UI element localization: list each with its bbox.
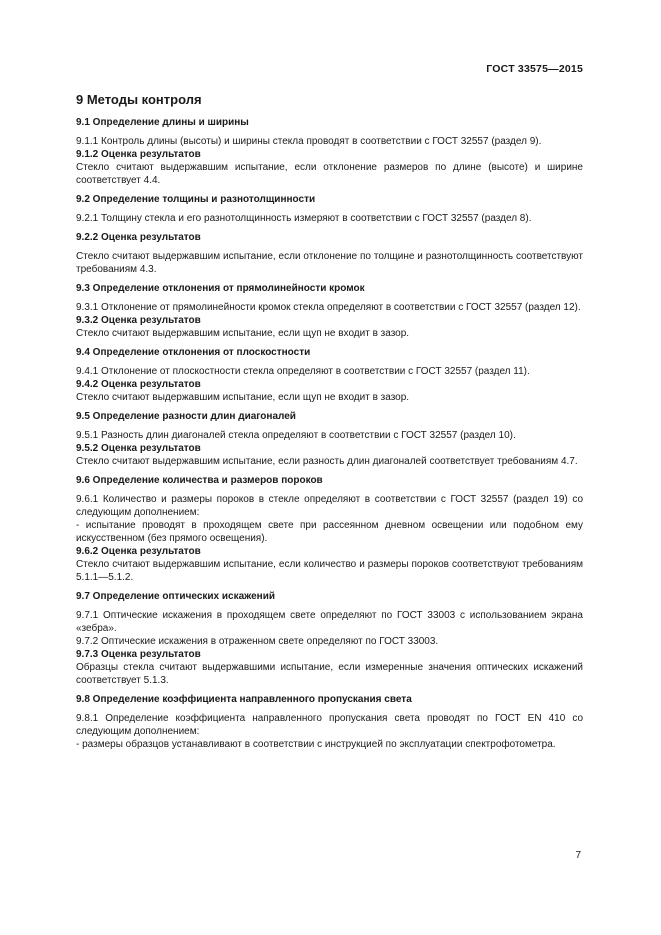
heading-9-8: 9.8 Определение коэффициента направленного пропускания света	[76, 694, 412, 705]
para-9-5-1: 9.5.1 Разность длин диагоналей стекла определяют в соответствии с ГОСТ 32557 (раздел 10).	[76, 430, 516, 441]
subheading-9-2-2: 9.2.2 Оценка результатов	[76, 232, 201, 243]
document-code: ГОСТ 33575—2015	[486, 63, 583, 75]
para-9-1-1: 9.1.1 Контроль длины (высоты) и ширины стекла проводят в соответствии с ГОСТ 32557 (раздел 9).	[76, 136, 542, 147]
para-9-1-2: Стекло считают выдержавшим испытание, если отклонение размеров по длине (высоте) и ширине соответствует 4.4.	[76, 162, 583, 186]
para-9-2-2: Стекло считают выдержавшим испытание, если отклонение по толщине и разнотолщинность соответствуют требованиям 4.3.	[76, 251, 583, 275]
para-9-6-1: 9.6.1 Количество и размеры пороков в стекле определяют в соответствии с ГОСТ 32557 (раздел 19) со следующим дополнением:	[76, 494, 583, 518]
section-title: 9 Методы контроля	[76, 92, 202, 107]
para-9-4-1: 9.4.1 Отклонение от плоскостности стекла определяют в соответствии с ГОСТ 32557 (раздел 11).	[76, 366, 530, 377]
heading-9-5: 9.5 Определение разности длин диагоналей	[76, 411, 296, 422]
heading-9-3: 9.3 Определение отклонения от прямолинейности кромок	[76, 283, 365, 294]
heading-9-1: 9.1 Определение длины и ширины	[76, 117, 249, 128]
page-number: 7	[575, 850, 581, 861]
para-9-6-1-bullet: - испытание проводят в проходящем свете при рассеянном дневном освещении или подобном ему искусственном (без прямого освещения).	[76, 520, 583, 544]
subheading-9-6-2: 9.6.2 Оценка результатов	[76, 546, 201, 557]
para-9-7-1: 9.7.1 Оптические искажения в проходящем свете определяют по ГОСТ 33003 с использованием экрана «зебра».	[76, 610, 583, 634]
para-9-7-3: Образцы стекла считают выдержавшими испытание, если измеренные значения оптических искажений соответствует 5.1.3.	[76, 662, 583, 686]
subheading-9-4-2: 9.4.2 Оценка результатов	[76, 379, 201, 390]
heading-9-4: 9.4 Определение отклонения от плоскостности	[76, 347, 311, 358]
subheading-9-7-3: 9.7.3 Оценка результатов	[76, 649, 201, 660]
para-9-3-2: Стекло считают выдержавшим испытание, если щуп не входит в зазор.	[76, 328, 410, 339]
para-9-5-2: Стекло считают выдержавшим испытание, если разность длин диагоналей соответствует требованиям 4.7.	[76, 456, 578, 467]
para-9-4-2: Стекло считают выдержавшим испытание, если щуп не входит в зазор.	[76, 392, 410, 403]
para-9-8-1: 9.8.1 Определение коэффициента направленного пропускания света проводят по ГОСТ EN 410 со следующим дополнением:	[76, 713, 583, 737]
para-9-7-2: 9.7.2 Оптические искажения в отраженном свете определяют по ГОСТ 33003.	[76, 636, 439, 647]
page-content	[76, 92, 583, 751]
heading-9-2: 9.2 Определение толщины и разнотолщинности	[76, 194, 316, 205]
para-9-8-1-bullet: - размеры образцов устанавливают в соответствии с инструкцией по эксплуатации спектрофотометра.	[76, 739, 556, 750]
subheading-9-5-2: 9.5.2 Оценка результатов	[76, 443, 201, 454]
subheading-9-3-2: 9.3.2 Оценка результатов	[76, 315, 201, 326]
para-9-3-1: 9.3.1 Отклонение от прямолинейности кромок стекла определяют в соответствии с ГОСТ 32557 (раздел 12).	[76, 302, 581, 313]
subheading-9-1-2: 9.1.2 Оценка результатов	[76, 149, 201, 160]
para-9-2-1: 9.2.1 Толщину стекла и его разнотолщинность измеряют в соответствии с ГОСТ 32557 (раздел 8).	[76, 213, 532, 224]
heading-9-7: 9.7 Определение оптических искажений	[76, 591, 275, 602]
heading-9-6: 9.6 Определение количества и размеров пороков	[76, 475, 323, 486]
para-9-6-2: Стекло считают выдержавшим испытание, если количество и размеры пороков соответствуют требованиям 5.1.1—5.1.2.	[76, 559, 583, 583]
